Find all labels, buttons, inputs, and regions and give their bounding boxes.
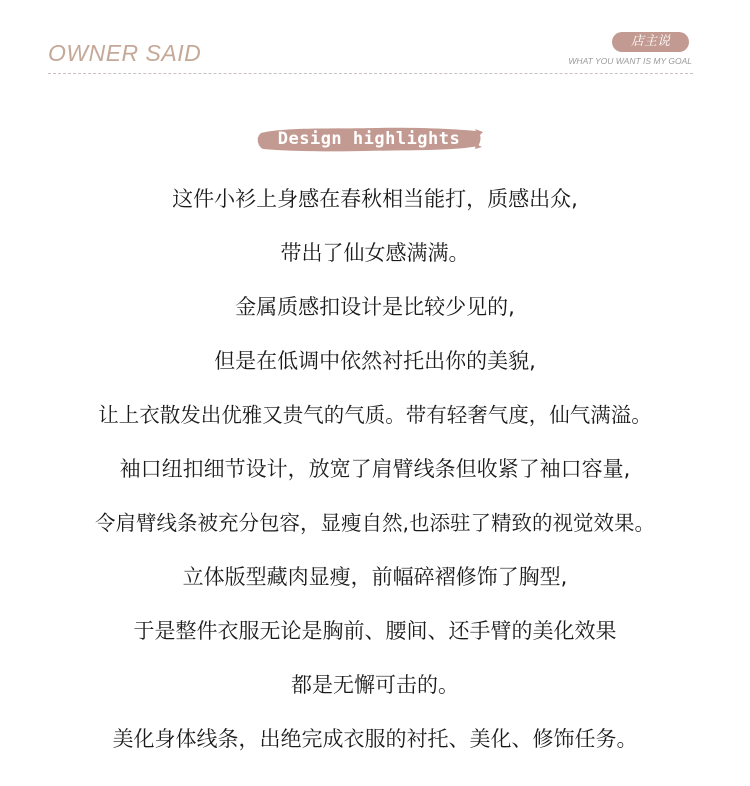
- owner-said-title: OWNER SAID: [48, 40, 202, 66]
- description-line: 这件小衫上身感在春秋相当能打，质感出众,: [172, 187, 578, 211]
- design-highlights-tag: [255, 124, 483, 154]
- product-description: [0, 180, 750, 774]
- page-header: [0, 0, 750, 80]
- description-line: 袖口纽扣细节设计，放宽了肩臂线条但收紧了袖口容量,: [119, 457, 631, 481]
- description-line: 让上衣散发出优雅又贵气的气质。带有轻奢气度，仙气满溢。: [98, 403, 652, 427]
- description-line: 金属质感扣设计是比较少见的,: [235, 295, 515, 319]
- shop-owner-badge: 店主说: [612, 32, 689, 52]
- design-highlights-label: Design highlights: [277, 129, 461, 149]
- shop-motto: WHAT YOU WANT IS MY GOAL: [568, 56, 692, 66]
- header-divider: [48, 73, 693, 74]
- description-line: 美化身体线条，出绝完成衣服的衬托、美化、修饰任务。: [112, 727, 638, 751]
- description-line: 立体版型藏肉显瘦，前幅碎褶修饰了胸型,: [182, 565, 568, 589]
- description-line: 带出了仙女感满满。: [280, 241, 470, 265]
- description-line: 都是无懈可击的。: [291, 673, 459, 697]
- description-line: 令肩臂线条被充分包容，显瘦自然,也添驻了精致的视觉效果。: [94, 511, 655, 535]
- description-line: 但是在低调中依然衬托出你的美貌,: [214, 349, 536, 373]
- description-line: 于是整件衣服无论是胸前、腰间、还手臂的美化效果: [133, 619, 617, 643]
